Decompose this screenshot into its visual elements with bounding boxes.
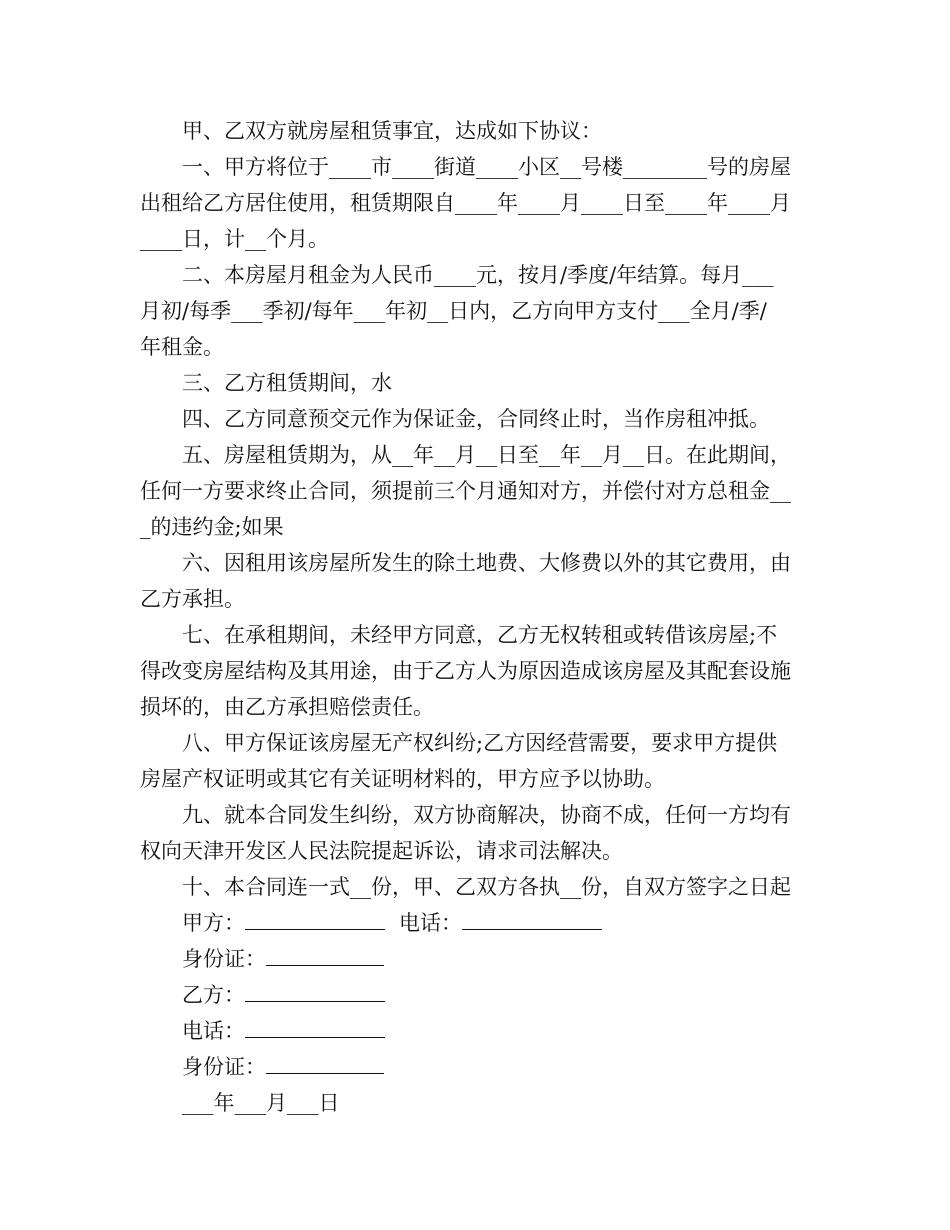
clause-1-line-3: ____日，计__个月。 [140,227,329,251]
clause-1-line-1: 一、甲方将位于____市____街道____小区__号楼________号的房屋 [182,155,791,179]
signature-row-id-b [182,1054,384,1080]
signature-row-phone-b [182,1018,385,1044]
clause-3-line-1: 三、乙方租赁期间，水 [182,371,392,395]
id-a-blank [266,964,384,966]
clause-1-line-2: 出租给乙方居住使用，租赁期限自____年____月____日至____年____月 [140,191,791,215]
clause-8-line-2: 房屋产权证明或其它有关证明材料的，甲方应予以协助。 [140,767,665,791]
clause-2-line-2: 月初/每季___季初/每年___年初__日内，乙方向甲方支付___全月/季/ [140,299,767,323]
party-b-blank [245,1000,385,1002]
clause-5-line-2: 任何一方要求终止合同，须提前三个月通知对方，并偿付对方总租金__ [140,479,791,503]
clause-2-line-1: 二、本房屋月租金为人民币____元，按月/季度/年结算。每月___ [182,263,774,287]
signature-row-party-a [182,910,602,936]
clause-7-line-2: 得改变房屋结构及其用途，由于乙方人为原因造成该房屋及其配套设施 [140,659,791,683]
phone-a-blank [462,928,602,930]
party-b-label: 乙方： [182,983,245,1007]
clause-7-line-1: 七、在承租期间，未经甲方同意，乙方无权转租或转借该房屋;不 [182,623,778,647]
id-b-label: 身份证： [182,1055,266,1079]
clause-4-line-1: 四、乙方同意预交元作为保证金，合同终止时，当作房租冲抵。 [182,407,770,431]
clause-7-line-3: 损坏的，由乙方承担赔偿责任。 [140,695,434,719]
phone-a-label: 电话： [399,911,462,935]
clause-9-line-1: 九、就本合同发生纠纷，双方协商解决，协商不成，任何一方均有 [182,803,791,827]
signature-row-id-a [182,946,384,972]
party-a-label: 甲方： [182,911,245,935]
id-a-label: 身份证： [182,947,266,971]
party-a-blank [245,928,385,930]
intro-text: 甲、乙双方就房屋租赁事宜，达成如下协议： [182,119,602,143]
clause-6-line-2: 乙方承担。 [140,587,245,611]
clause-2-line-3: 年租金。 [140,335,224,359]
phone-b-label: 电话： [182,1019,245,1043]
clause-8-line-1: 八、甲方保证该房屋无产权纠纷;乙方因经营需要，要求甲方提供 [182,731,778,755]
clause-5-line-1: 五、房屋租赁期为，从__年__月__日至__年__月__日。在此期间， [182,443,791,467]
clause-5-line-3: _的违约金;如果 [140,515,284,539]
phone-b-blank [245,1036,385,1038]
clause-10-line-1: 十、本合同连一式__份，甲、乙双方各执__份，自双方签字之日起 [182,875,791,899]
signature-row-party-b [182,982,385,1008]
id-b-blank [266,1072,384,1074]
clause-9-line-2: 权向天津开发区人民法院提起诉讼，请求司法解决。 [140,839,623,863]
signature-date: ___年___月___日 [182,1091,340,1115]
clause-6-line-1: 六、因租用该房屋所发生的除土地费、大修费以外的其它费用，由 [182,551,791,575]
